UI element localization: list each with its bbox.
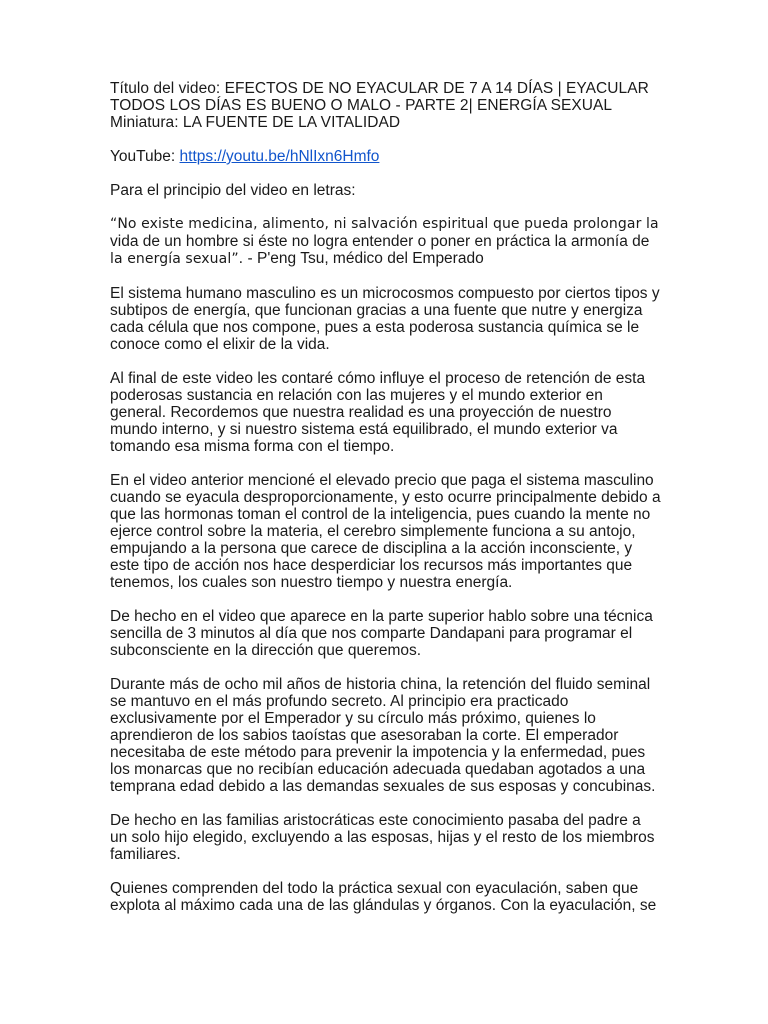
quote-end: la energía sexual”.: [110, 251, 244, 267]
paragraph-4: De hecho en el video que aparece en la parte superior hablo sobre una técnica sencilla de 3 minutos al día que nos comparte Dandapani para programar el subconsciente en la dirección que queremos.: [110, 608, 653, 659]
quote-attribution: - P'eng Tsu, médico del Emperado: [243, 250, 484, 267]
quote-line-2: vida de un hombre si éste no logra entender o poner en práctica la armonía de: [110, 233, 650, 250]
paragraph-1: El sistema humano masculino es un microcosmos compuesto por ciertos tipos y subtipos de energía, que funcionan gracias a una fuente que nutre y energiza cada célula que nos compone, pues a esta poderosa sustancia química se le conoce como el elixir de la vida.: [110, 285, 660, 353]
video-title-line-1: Título del video: EFECTOS DE NO EYACULAR DE 7 A 14 DÍAS | EYACULAR: [110, 80, 649, 97]
intro-text: Para el principio del video en letras:: [110, 182, 356, 199]
thumbnail-line: Miniatura: LA FUENTE DE LA VITALIDAD: [110, 114, 401, 131]
paragraph-7: [110, 880, 662, 914]
paragraph-6: De hecho en las familias aristocráticas este conocimiento pasaba del padre a un solo hijo elegido, excluyendo a las esposas, hijas y el resto de los miembros familiares.: [110, 812, 655, 863]
quote-block: [110, 216, 662, 268]
paragraph-5: Durante más de ocho mil años de historia china, la retención del fluido seminal se mantuvo en el más profundo secreto. Al principio era practicado exclusivamente por el Emperador y su círculo más próximo, quienes lo aprendieron de los sabios taoístas que asesoraban la corte. El emperador necesitaba de este método para prevenir la impotencia y la enfermedad, pues los monarcas que no recibían educación adecuada quedaban agotados a una temprana edad debido a las demandas sexuales de sus esposas y concubinas.: [110, 676, 656, 795]
quote-line-3: [110, 250, 662, 268]
youtube-line: [110, 148, 662, 165]
document-page: [110, 80, 662, 931]
youtube-link[interactable]: https://youtu.be/hNlIxn6Hmfo: [179, 148, 380, 165]
paragraph-2: Al final de este video les contaré cómo influye el proceso de retención de esta poderosas sustancia en relación con las mujeres y el mundo exterior en general. Recordemos que nuestra realidad es una proyección de nuestro mundo interno, y si nuestro sistema está equilibrado, el mundo exterior va tomando esa misma forma con el tiempo.: [110, 370, 646, 455]
video-title-block: [110, 80, 662, 131]
paragraph-7-line-1: Quienes comprenden del todo la práctica sexual con eyaculación, saben que: [110, 880, 639, 897]
quote-line-1: “No existe medicina, alimento, ni salvación espiritual que pueda prolongar la: [110, 216, 659, 232]
paragraph-7-line-2: explota al máximo cada una de las glándulas y órganos. Con la eyaculación, se: [110, 897, 657, 914]
youtube-label: YouTube:: [110, 148, 180, 165]
video-title-line-2: TODOS LOS DÍAS ES BUENO O MALO - PARTE 2| ENERGÍA SEXUAL: [110, 97, 613, 114]
paragraph-3: En el video anterior mencioné el elevado precio que paga el sistema masculino cuando se eyacula desproporcionamente, y esto ocurre principalmente debido a que las hormonas toman el control de la inteligencia, pues cuando la mente no ejerce control sobre la materia, el cerebro simplemente funciona a su antojo, empujando a la persona que carece de disciplina a la acción inconsciente, y este tipo de acción nos hace desperdiciar los recursos más importantes que tenemos, los cuales son nuestro tiempo y nuestra energía.: [110, 472, 661, 591]
